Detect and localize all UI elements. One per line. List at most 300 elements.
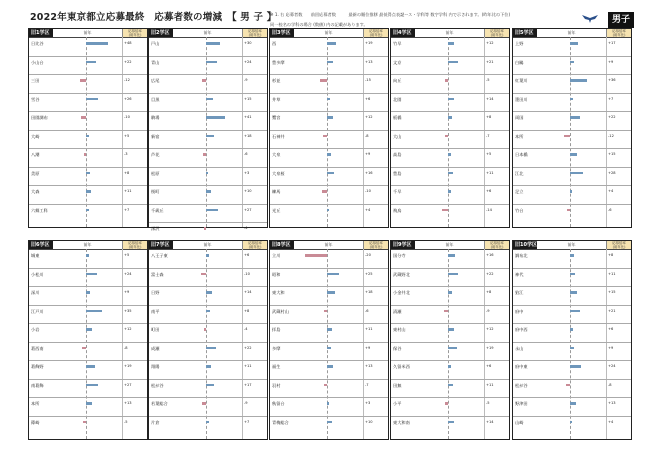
- change-bar: [448, 116, 452, 119]
- zero-axis: [86, 37, 87, 227]
- panel-header: [29, 241, 147, 250]
- change-bar: [445, 79, 448, 82]
- change-value: -8: [365, 133, 369, 138]
- school-name: 大山: [393, 133, 402, 139]
- school-name: 府中西: [515, 327, 528, 332]
- change-value: -12: [608, 133, 614, 138]
- change-value: +7: [124, 207, 130, 212]
- previous-year-label: 前年: [537, 29, 607, 37]
- school-name: 若葉総合: [151, 401, 168, 406]
- panel-header: [513, 29, 631, 38]
- district-panel: [269, 28, 389, 228]
- change-value: +6: [486, 364, 492, 368]
- school-name: 多摩: [272, 345, 281, 351]
- row-divider: [391, 305, 509, 306]
- change-value: +11: [244, 364, 252, 368]
- change-value: -9: [244, 401, 248, 405]
- change-value: +12: [124, 327, 132, 331]
- ratio-label: 応募倍率 (前年比): [364, 29, 388, 37]
- row-divider: [149, 204, 267, 205]
- panel-header: [270, 241, 388, 250]
- change-value: +7: [244, 419, 250, 424]
- change-bar: [206, 421, 209, 424]
- row-divider: [391, 204, 509, 205]
- change-bar: [567, 209, 570, 212]
- change-bar: [206, 310, 210, 313]
- previous-year-label: 前年: [173, 29, 243, 37]
- change-bar: [327, 153, 331, 156]
- change-bar: [206, 172, 208, 175]
- school-name: 田園調布: [31, 115, 48, 120]
- change-bar: [448, 42, 454, 45]
- change-bar: [206, 254, 209, 257]
- row-divider: [149, 379, 267, 380]
- district-name: 旧4学区: [391, 29, 415, 37]
- ratio-label: 応募倍率 (前年比): [123, 29, 147, 37]
- row-divider: [391, 56, 509, 57]
- school-name: 江戸川: [31, 308, 44, 314]
- change-bar: [86, 209, 89, 212]
- change-value: +8: [244, 308, 250, 313]
- row-divider: [29, 323, 147, 324]
- school-name: 竹早: [393, 41, 402, 46]
- school-name: 南葛飾: [31, 382, 44, 388]
- row-divider: [29, 305, 147, 306]
- change-value: +10: [244, 189, 252, 193]
- change-bar: [206, 365, 211, 368]
- school-name: 杉並: [272, 78, 281, 83]
- change-bar: [204, 328, 206, 331]
- change-bar: [82, 347, 86, 350]
- row-divider: [29, 93, 147, 94]
- previous-year-label: 前年: [415, 29, 485, 37]
- row-divider: [391, 286, 509, 287]
- change-bar: [86, 254, 89, 257]
- change-bar: [86, 310, 102, 313]
- change-value: +5: [124, 253, 130, 257]
- change-bar: [320, 79, 327, 82]
- change-value: -6: [365, 308, 369, 313]
- change-value: -4: [244, 226, 248, 230]
- row-divider: [29, 379, 147, 380]
- row-divider: [270, 397, 388, 398]
- change-value: +8: [486, 115, 492, 119]
- change-value: +6: [365, 96, 371, 101]
- school-name: 小金井北: [393, 290, 410, 295]
- school-name: 昭和: [272, 271, 281, 277]
- change-bar: [86, 402, 92, 405]
- school-name: 新宿: [151, 133, 160, 139]
- change-bar: [442, 209, 448, 212]
- school-name: 竹台: [515, 207, 524, 213]
- change-value: +28: [608, 170, 616, 175]
- change-bar: [448, 273, 458, 276]
- change-value: +11: [486, 382, 494, 387]
- change-value: +17: [244, 382, 252, 387]
- change-bar: [86, 365, 95, 368]
- change-bar: [86, 291, 90, 294]
- row-divider: [391, 74, 509, 75]
- change-value: -9: [486, 308, 490, 313]
- change-bar: [206, 384, 214, 387]
- change-bar: [570, 116, 580, 119]
- row-divider: [513, 342, 631, 343]
- row-divider: [270, 185, 388, 186]
- ratio-label: 応募倍率 (前年比): [485, 29, 509, 37]
- legend-note-1: ※ 1. 右 応募者数 前回応募者数 最新の順位推移 最低得点表記: [270, 12, 405, 17]
- change-value: +19: [365, 41, 373, 45]
- change-bar: [327, 172, 334, 175]
- change-value: -5: [486, 78, 490, 82]
- change-value: +8: [486, 290, 492, 294]
- zero-axis: [86, 249, 87, 439]
- row-divider: [513, 167, 631, 168]
- ratio-label: 応募倍率 (前年比): [607, 241, 631, 249]
- change-bar: [80, 79, 86, 82]
- school-name: 松が谷: [515, 382, 528, 388]
- previous-year-label: 前年: [537, 241, 607, 249]
- change-value: +21: [608, 308, 616, 313]
- row-divider: [270, 305, 388, 306]
- district-name: 旧6学区: [29, 241, 53, 249]
- row-divider: [513, 323, 631, 324]
- school-name: 鷺宮: [272, 115, 281, 120]
- school-name: 東大和: [272, 290, 285, 295]
- row-divider: [391, 93, 509, 94]
- change-bar: [448, 61, 458, 64]
- change-value: -12: [124, 78, 130, 82]
- previous-year-label: 前年: [415, 241, 485, 249]
- zero-axis: [570, 249, 571, 439]
- school-name: 久留米西: [393, 364, 410, 369]
- change-bar: [570, 310, 580, 313]
- change-value: +21: [486, 59, 494, 64]
- school-name: 狛江: [515, 290, 524, 295]
- school-name: 拝島: [272, 327, 281, 332]
- school-name: 城東: [31, 253, 40, 258]
- school-name: 神代: [515, 271, 524, 277]
- change-bar: [324, 310, 327, 313]
- row-divider: [149, 185, 267, 186]
- row-divider: [513, 130, 631, 131]
- school-name: 板橋: [393, 115, 402, 120]
- school-name: 日野: [151, 290, 160, 295]
- school-name: 松原: [151, 170, 160, 176]
- school-name: 青山: [151, 59, 160, 65]
- change-bar: [86, 273, 97, 276]
- change-bar: [570, 291, 577, 294]
- zero-axis: [448, 249, 449, 439]
- row-divider: [29, 204, 147, 205]
- school-name: 武蔵村山: [272, 308, 289, 314]
- change-bar: [201, 273, 206, 276]
- row-divider: [149, 148, 267, 149]
- column-divider: [606, 37, 607, 227]
- school-name: 小平: [393, 401, 402, 406]
- school-name: 紅葉川: [515, 78, 528, 83]
- change-value: +9: [124, 290, 130, 294]
- school-name: 野津田: [515, 401, 528, 406]
- row-divider: [29, 111, 147, 112]
- school-name: 清瀬: [393, 308, 402, 314]
- school-name: 桜町: [151, 189, 160, 194]
- row-divider: [391, 323, 509, 324]
- previous-year-label: 前年: [53, 241, 123, 249]
- school-name: 東村山: [393, 327, 406, 332]
- school-name: 北園: [393, 96, 402, 102]
- school-name: 富士森: [151, 271, 164, 277]
- row-divider: [513, 185, 631, 186]
- row-divider: [29, 56, 147, 57]
- school-name: 千早: [393, 189, 402, 194]
- district-panel: [512, 240, 632, 440]
- change-bar: [327, 42, 336, 45]
- row-divider: [513, 56, 631, 57]
- change-value: +9: [365, 345, 371, 350]
- change-value: -5: [124, 419, 128, 424]
- row-divider: [391, 268, 509, 269]
- zero-axis: [327, 249, 328, 439]
- change-bar: [327, 365, 333, 368]
- change-value: +8: [608, 253, 614, 257]
- change-value: +11: [486, 170, 494, 175]
- change-value: +35: [124, 308, 132, 313]
- change-bar: [327, 291, 335, 294]
- row-divider: [391, 342, 509, 343]
- previous-year-label: 前年: [173, 241, 243, 249]
- school-name: 南平: [151, 308, 160, 314]
- school-name: 保谷: [393, 345, 402, 351]
- district-panel: [390, 240, 510, 440]
- school-name: 大泉桜: [272, 170, 285, 176]
- row-divider: [391, 130, 509, 131]
- change-bar: [570, 98, 573, 101]
- row-divider: [29, 268, 147, 269]
- change-value: +41: [244, 115, 252, 119]
- change-value: +19: [486, 345, 494, 350]
- row-divider: [391, 167, 509, 168]
- change-value: +4: [608, 419, 614, 424]
- change-bar: [327, 273, 339, 276]
- ratio-label: 応募倍率 (前年比): [485, 241, 509, 249]
- previous-year-label: 前年: [53, 29, 123, 37]
- district-panel: [28, 28, 148, 228]
- school-name: 六郷工科: [31, 207, 48, 213]
- sex-label: 男子: [608, 12, 634, 28]
- school-name: 葛飾野: [31, 364, 44, 369]
- change-bar: [86, 42, 108, 45]
- school-name: 雪谷: [31, 96, 40, 102]
- school-name: 上野: [515, 41, 524, 46]
- school-name: 両国: [515, 115, 524, 120]
- change-bar: [566, 384, 570, 387]
- change-value: +6: [244, 253, 250, 257]
- eagle-emblem-icon: [582, 14, 598, 24]
- change-bar: [327, 98, 330, 101]
- change-value: +3: [365, 401, 371, 405]
- school-name: 井草: [272, 96, 281, 102]
- school-name: 石神井: [272, 133, 285, 139]
- school-name: 目黒: [151, 96, 160, 102]
- row-divider: [513, 360, 631, 361]
- school-name: 山崎: [515, 419, 524, 425]
- change-bar: [570, 421, 572, 424]
- change-value: +13: [124, 401, 132, 405]
- change-bar: [206, 98, 213, 101]
- row-divider: [29, 74, 147, 75]
- row-divider: [149, 323, 267, 324]
- change-bar: [448, 328, 454, 331]
- change-value: +7: [608, 96, 614, 101]
- panel-header: [149, 241, 267, 250]
- change-bar: [322, 190, 327, 193]
- change-value: +26: [124, 96, 132, 101]
- change-value: +10: [365, 419, 373, 424]
- change-bar: [448, 384, 453, 387]
- change-value: +25: [365, 271, 373, 276]
- change-bar: [564, 135, 570, 138]
- district-panel: [148, 240, 268, 440]
- school-name: 町田: [151, 327, 160, 332]
- change-value: -10: [365, 189, 371, 193]
- change-bar: [327, 328, 332, 331]
- panel-header: [513, 241, 631, 250]
- change-value: -7: [486, 133, 490, 138]
- column-divider: [122, 249, 123, 439]
- school-name: 大泉: [272, 152, 281, 157]
- school-name: 大崎: [31, 133, 40, 139]
- change-value: +48: [124, 41, 132, 45]
- school-name: 府中東: [515, 364, 528, 369]
- change-bar: [570, 79, 587, 82]
- row-divider: [270, 167, 388, 168]
- change-bar: [204, 227, 206, 230]
- change-bar: [86, 328, 92, 331]
- change-bar: [86, 172, 90, 175]
- row-divider: [391, 360, 509, 361]
- change-value: -7: [365, 382, 369, 387]
- row-divider: [513, 148, 631, 149]
- school-name: 小岩: [31, 327, 40, 332]
- school-name: 国分寺: [393, 253, 406, 258]
- school-name: 千歳丘: [151, 207, 164, 213]
- school-name: 篠崎: [31, 419, 40, 425]
- school-name: 羽村: [272, 382, 281, 388]
- row-divider: [270, 56, 388, 57]
- change-value: +22: [608, 115, 616, 119]
- row-divider: [149, 167, 267, 168]
- change-bar: [202, 402, 206, 405]
- row-divider: [391, 379, 509, 380]
- school-name: 深沢: [151, 226, 160, 231]
- row-divider: [29, 416, 147, 417]
- row-divider: [29, 342, 147, 343]
- school-name: 本所: [31, 401, 40, 406]
- change-value: +5: [486, 152, 492, 156]
- row-divider: [270, 268, 388, 269]
- change-value: +15: [608, 152, 616, 156]
- change-bar: [327, 347, 331, 350]
- change-value: +22: [244, 345, 252, 350]
- change-value: +4: [608, 189, 614, 193]
- change-value: +12: [365, 115, 373, 119]
- change-value: +6: [486, 189, 492, 193]
- school-name: 片倉: [151, 419, 160, 425]
- panel-header: [391, 29, 509, 38]
- school-name: 立川: [272, 253, 281, 258]
- change-bar: [206, 61, 217, 64]
- change-value: +13: [608, 401, 616, 405]
- row-divider: [391, 185, 509, 186]
- change-bar: [327, 116, 333, 119]
- change-value: +6: [608, 327, 614, 331]
- row-divider: [149, 56, 267, 57]
- row-divider: [149, 74, 267, 75]
- row-divider: [270, 286, 388, 287]
- ratio-label: 応募倍率 (前年比): [607, 29, 631, 37]
- row-divider: [391, 111, 509, 112]
- school-name: 練馬: [272, 189, 281, 194]
- row-divider: [270, 323, 388, 324]
- zero-axis: [570, 37, 571, 227]
- change-bar: [448, 153, 451, 156]
- change-bar: [327, 421, 332, 424]
- row-divider: [149, 397, 267, 398]
- district-name: 旧3学区: [270, 29, 294, 37]
- change-value: -10: [124, 115, 130, 119]
- change-value: +22: [486, 271, 494, 276]
- change-bar: [327, 209, 329, 212]
- change-bar: [570, 273, 575, 276]
- legend-note-3: コース・学科等 数字学科 内で示されます。(昨年比の下位): [400, 12, 511, 17]
- column-divider: [606, 249, 607, 439]
- change-bar: [570, 190, 572, 193]
- change-value: +14: [486, 419, 494, 424]
- change-bar: [448, 190, 451, 193]
- school-name: 豊多摩: [272, 59, 285, 65]
- ratio-label: 応募倍率 (前年比): [364, 241, 388, 249]
- page-title: 2022年東京都立応募最終 応募者数の増減 【 男 子 】: [30, 12, 277, 23]
- change-bar: [444, 310, 448, 313]
- change-value: +11: [365, 327, 373, 331]
- change-bar: [445, 402, 448, 405]
- change-bar: [445, 135, 448, 138]
- change-value: +11: [124, 189, 132, 193]
- change-bar: [570, 328, 573, 331]
- change-bar: [570, 153, 577, 156]
- row-divider: [513, 268, 631, 269]
- row-divider: [513, 111, 631, 112]
- change-value: +8: [124, 170, 130, 175]
- school-name: 東大和南: [393, 419, 410, 425]
- change-value: -4: [244, 327, 248, 331]
- change-bar: [570, 172, 583, 175]
- legend-note-2: 同一校名の学科の場合 (数値) 内の記載があります。: [270, 22, 368, 27]
- change-bar: [305, 254, 327, 257]
- row-divider: [270, 360, 388, 361]
- column-divider: [363, 37, 364, 227]
- school-name: 松が谷: [151, 382, 164, 388]
- row-divider: [513, 379, 631, 380]
- change-value: -8: [124, 345, 128, 350]
- district-name: 旧5学区: [513, 29, 537, 37]
- panel-header: [391, 241, 509, 250]
- row-divider: [513, 204, 631, 205]
- school-name: 本所: [515, 133, 524, 139]
- change-value: +12: [486, 327, 494, 331]
- row-divider: [270, 416, 388, 417]
- row-divider: [149, 286, 267, 287]
